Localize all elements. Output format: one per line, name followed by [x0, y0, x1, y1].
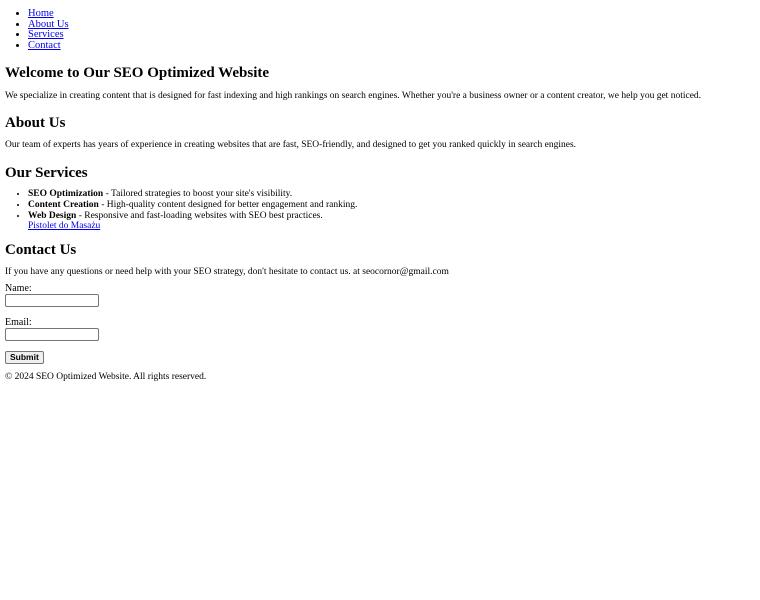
nav-item-home — [28, 9, 755, 20]
service-name: Content Creation — [28, 199, 99, 210]
service-item-seo — [28, 189, 755, 200]
email-label: Email: — [5, 316, 32, 328]
nav-link-about[interactable]: About Us — [28, 18, 69, 30]
nav-item-about — [28, 20, 755, 31]
about-text: Our team of experts has years of experience in creating websites that are fast, SEO-friendly, and designed to get you ranked quickly in search engines. — [5, 140, 577, 151]
contact-title: Contact Us — [5, 241, 77, 258]
service-desc: - Responsive and fast-loading websites with SEO best practices. — [76, 210, 323, 221]
submit-button[interactable]: Submit — [5, 351, 44, 364]
service-name: Web Design — [28, 210, 77, 221]
massage-gun-link[interactable]: Pistolet do Masażu — [28, 221, 101, 232]
main-nav — [5, 9, 755, 51]
footer — [5, 373, 755, 383]
email-input[interactable] — [5, 328, 99, 341]
contact-text: If you have any questions or need help with your SEO strategy, don't hesitate to contact us. at seocornor@gmail.com — [5, 266, 449, 277]
welcome-title: Welcome to Our SEO Optimized Website — [5, 65, 270, 82]
service-name: SEO Optimization — [28, 189, 104, 200]
welcome-section — [5, 65, 755, 102]
nav-item-services — [28, 30, 755, 41]
service-item-webdesign — [28, 211, 755, 232]
services-title: Our Services — [5, 165, 88, 182]
service-desc: - High-quality content designed for better engagement and ranking. — [98, 199, 358, 210]
about-title: About Us — [5, 115, 66, 132]
nav-list — [5, 9, 755, 51]
copyright-text: © 2024 SEO Optimized Website. All rights reserved. — [5, 371, 207, 382]
nav-link-contact[interactable]: Contact — [28, 39, 61, 51]
welcome-text: We specialize in creating content that is designed for fast indexing and high rankings on search engines. Whether you're a business owner or a content creator, we help you get noticed. — [5, 91, 702, 102]
service-item-content — [28, 200, 755, 211]
about-section — [5, 115, 755, 151]
nav-item-contact — [28, 41, 755, 52]
services-section — [5, 165, 755, 231]
nav-link-home[interactable]: Home — [28, 8, 54, 19]
contact-section — [5, 242, 755, 364]
name-label: Name: — [5, 282, 32, 294]
nav-link-services[interactable]: Services — [28, 29, 64, 41]
name-input[interactable] — [5, 294, 99, 307]
service-desc: - Tailored strategies to boost your site's visibility. — [103, 189, 293, 200]
form-spacer — [5, 307, 755, 317]
services-list — [5, 189, 755, 231]
contact-form — [5, 283, 755, 364]
